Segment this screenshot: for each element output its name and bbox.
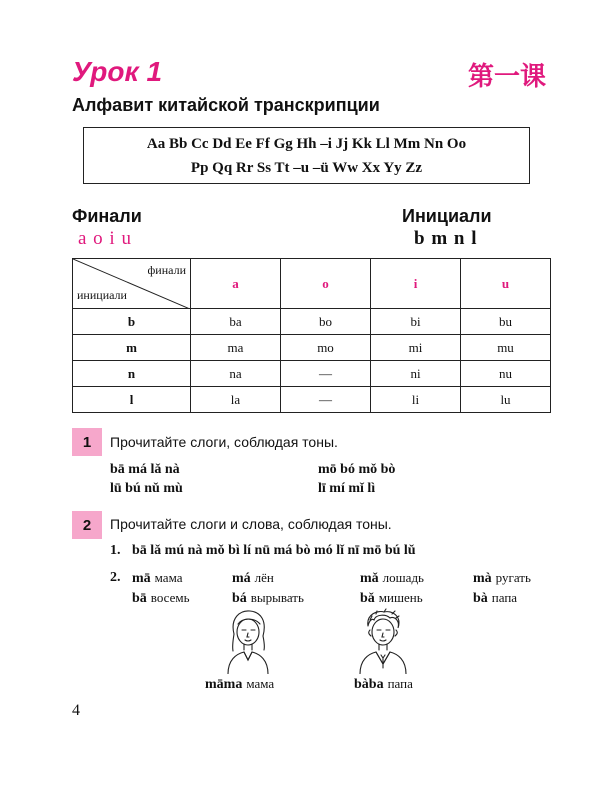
table-corner-cell <box>73 259 191 309</box>
exercise-1-right-line-1: mō bó mǒ bò <box>318 462 396 477</box>
table-cell: li <box>371 387 461 413</box>
word-item <box>132 590 190 607</box>
word-translation: ругать <box>495 570 531 585</box>
initials-letters: b m n l <box>414 228 478 249</box>
caption-translation: мама <box>246 676 275 691</box>
finals-letters: a o i u <box>78 228 132 249</box>
alphabet-line-1: Aa Bb Cc Dd Ee Ff Gg Hh –i Jj Kk Ll Mm Nn Oo <box>146 136 467 152</box>
table-row <box>73 335 551 361</box>
table-cell: nu <box>461 361 551 387</box>
table-cell: — <box>281 361 371 387</box>
syllable-table <box>72 258 551 413</box>
exercise-2-item-number-2: 2. <box>110 570 121 585</box>
word-pinyin: mà <box>473 571 492 586</box>
table-row <box>73 361 551 387</box>
corner-label-initials: инициали <box>77 288 127 302</box>
word-pinyin: má <box>232 571 251 586</box>
caption-translation: папа <box>387 676 413 691</box>
word-translation: лён <box>254 570 274 585</box>
initials-heading: Инициали <box>402 206 492 226</box>
father-caption <box>354 676 413 693</box>
column-header: i <box>371 259 461 309</box>
column-header: o <box>281 259 371 309</box>
table-cell: mo <box>281 335 371 361</box>
exercise-1-left-line-2: lū bú nǔ mù <box>110 481 183 496</box>
finals-heading: Финали <box>72 206 142 226</box>
table-cell: ma <box>191 335 281 361</box>
alphabet-line-2: Pp Qq Rr Ss Tt –u –ü Ww Xx Yy Zz <box>190 160 423 176</box>
table-cell: — <box>281 387 371 413</box>
table-cell: ba <box>191 309 281 335</box>
table-cell: lu <box>461 387 551 413</box>
corner-label-finals: финали <box>147 263 186 277</box>
mother-portrait-illustration <box>220 608 276 674</box>
table-cell: ni <box>371 361 461 387</box>
word-item <box>132 570 183 587</box>
word-item <box>360 590 423 607</box>
table-header-row <box>73 259 551 309</box>
word-translation: вырывать <box>250 590 304 605</box>
word-pinyin: bá <box>232 591 247 606</box>
exercise-2-badge: 2 <box>72 511 102 539</box>
word-item <box>473 570 531 587</box>
word-translation: мама <box>154 570 183 585</box>
word-translation: мишень <box>378 590 423 605</box>
column-header: a <box>191 259 281 309</box>
exercise-1-right-line-2: lī mí mǐ lì <box>318 481 376 496</box>
column-header: u <box>461 259 551 309</box>
mother-caption <box>205 676 274 693</box>
table-cell: mu <box>461 335 551 361</box>
word-item <box>232 570 274 587</box>
row-header: m <box>73 335 191 361</box>
word-item <box>232 590 304 607</box>
caption-pinyin: bàba <box>354 677 384 692</box>
lesson-title: Урок 1 <box>72 56 163 87</box>
exercise-1-badge: 1 <box>72 428 102 456</box>
word-pinyin: mǎ <box>360 571 379 586</box>
row-header: l <box>73 387 191 413</box>
table-cell: bi <box>371 309 461 335</box>
word-item <box>473 590 517 607</box>
chinese-lesson-title: 第一课 <box>467 62 546 92</box>
table-cell: mi <box>371 335 461 361</box>
alphabet-heading: Алфавит китайской транскрипции <box>72 95 380 115</box>
word-pinyin: bà <box>473 591 488 606</box>
word-translation: папа <box>491 590 518 605</box>
table-row <box>73 309 551 335</box>
exercise-2-item-number-1: 1. <box>110 543 121 558</box>
alphabet-box <box>83 127 530 184</box>
row-header: n <box>73 361 191 387</box>
caption-pinyin: māma <box>205 677 243 692</box>
table-row <box>73 387 551 413</box>
row-header: b <box>73 309 191 335</box>
exercise-2-syllable-line: bā lǎ mú nà mǒ bì lí nū má bò mó lǐ nī mō bú lǔ <box>132 543 416 558</box>
exercise-1-instruction: Прочитайте слоги, соблюдая тоны. <box>110 434 338 450</box>
table-cell: na <box>191 361 281 387</box>
father-portrait-illustration <box>354 608 412 674</box>
exercise-2-instruction: Прочитайте слоги и слова, соблюдая тоны. <box>110 516 392 532</box>
exercise-1-left-line-1: bā má lǎ nà <box>110 462 180 477</box>
word-pinyin: bǎ <box>360 591 375 606</box>
word-pinyin: bā <box>132 591 147 606</box>
word-item <box>360 570 424 587</box>
word-translation: лошадь <box>382 570 424 585</box>
page-number: 4 <box>72 702 80 719</box>
table-cell: la <box>191 387 281 413</box>
word-pinyin: mā <box>132 571 151 586</box>
table-cell: bo <box>281 309 371 335</box>
table-cell: bu <box>461 309 551 335</box>
word-translation: восемь <box>150 590 190 605</box>
